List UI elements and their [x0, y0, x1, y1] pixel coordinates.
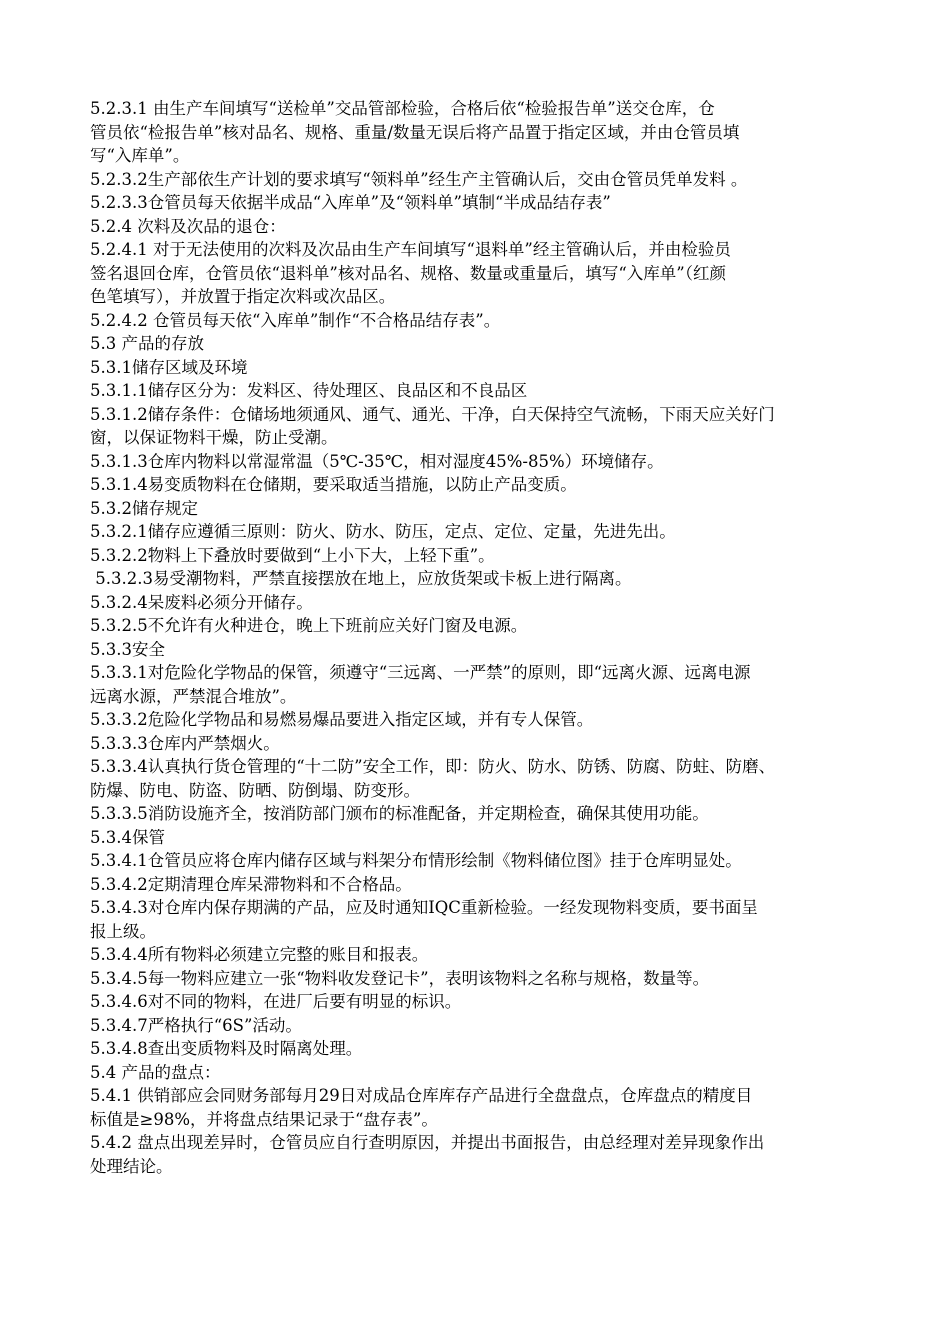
- text-line: 管员依“检报告单”核对品名、规格、重量/数量无误后将产品置于指定区域，并由仓管员填: [90, 122, 740, 142]
- text-line: 5.3.3.2危险化学物品和易燃易爆品要进入指定区域，并有专人保管。: [90, 710, 594, 729]
- text-line: 5.4.1 供销部应会同财务部每月29日对成品仓库库存产品进行全盘盘点，仓库盘点的精度目: [90, 1086, 753, 1105]
- text-line: 5.3.2.5不允许有火种进仓，晚上下班前应关好门窗及电源。: [90, 616, 528, 635]
- text-line: 5.2.4.1 对于无法使用的次料及次品由生产车间填写“退料单”经主管确认后，并由检验员: [90, 240, 731, 259]
- text-line: 5.3.3.1对危险化学物品的保管，须遵守“三远离、一严禁”的原则，即“远离火源、远离电源: [90, 663, 751, 682]
- text-line: 5.2.4.2 仓管员每天依“入库单”制作“不合格品结存表”。: [90, 310, 501, 330]
- text-line: 5.3.2.3易受潮物料，严禁直接摆放在地上，应放货架或卡板上进行隔离。: [90, 569, 632, 588]
- text-line: 5.2.3.1 由生产车间填写“送检单”交品管部检验，合格后依“检验报告单”送交仓库，仓: [90, 99, 715, 118]
- text-line: 5.3.2.1储存应遵循三原则：防火、防水、防压，定点、定位、定量，先进先出。: [90, 522, 676, 541]
- text-line: 5.3.4.2定期清理仓库呆滞物料和不合格品。: [90, 874, 412, 894]
- text-line: 5.3.3.4认真执行货仓管理的“十二防”安全工作，即：防火、防水、防锈、防腐、防蛀、防磨、: [90, 757, 776, 776]
- text-line: 5.3.1.2储存条件：仓储场地须通风、通气、通光、干净，白天保持空气流畅，下雨天应关好门: [90, 404, 775, 424]
- text-line: 5.3.2.2物料上下叠放时要做到“上小下大，上轻下重”。: [90, 545, 495, 565]
- text-line: 5.2.3.3仓管员每天依据半成品“入库单”及“领料单”填制“半成品结存表”: [90, 193, 611, 212]
- text-line: 5.3.1.4易变质物料在仓储期，要采取适当措施，以防止产品变质。: [90, 475, 577, 494]
- text-line: 标值是≥98%，并将盘点结果记录于“盘存表”。: [90, 1109, 438, 1129]
- text-line: 5.3.1.3仓库内物料以常湿常温（5℃-35℃，相对湿度45%-85%）环境储存。: [90, 451, 664, 471]
- text-line: 5.3.4保管: [90, 827, 165, 847]
- text-line: 5.3.4.5每一物料应建立一张“物料收发登记卡”，表明该物料之名称与规格，数量等。: [90, 968, 710, 988]
- text-line: 5.3.3.5消防设施齐全，按消防部门颁布的标准配备，并定期检查，确保其使用功能。: [90, 804, 709, 823]
- document-body: [90, 97, 870, 1178]
- text-line: 5.3.4.3对仓库内保存期满的产品，应及时通知IQC重新检验。一经发现物料变质，要书面呈: [90, 898, 758, 917]
- text-line: 5.2.4 次料及次品的退仓：: [90, 216, 286, 236]
- text-line: 5.3.3.3仓库内严禁烟火。: [90, 733, 280, 753]
- text-line: 5.3.2.4呆废料必须分开储存。: [90, 592, 313, 612]
- text-line: 5.4.2 盘点出现差异时，仓管员应自行查明原因，并提出书面报告，由总经理对差异现象作出: [90, 1133, 765, 1152]
- text-line: 5.3.4.8查出变质物料及时隔离处理。: [90, 1039, 363, 1058]
- text-line: 5.3.4.1仓管员应将仓库内储存区域与料架分布情形绘制《物料储位图》挂于仓库明显处。: [90, 851, 742, 870]
- text-line: 5.3.4.4所有物料必须建立完整的账目和报表。: [90, 945, 429, 964]
- text-line: 5.4 产品的盘点：: [90, 1062, 221, 1082]
- text-line: 报上级。: [90, 921, 156, 941]
- text-line: 写“入库单”。: [90, 146, 190, 165]
- text-line: 5.3 产品的存放: [90, 334, 204, 353]
- text-line: 5.3.4.6对不同的物料，在进厂后要有明显的标识。: [90, 992, 462, 1011]
- text-line: 处理结论。: [90, 1156, 173, 1176]
- text-line: 5.3.4.7严格执行“6S”活动。: [90, 1015, 302, 1035]
- text-line: 5.3.1.1储存区分为：发料区、待处理区、良品区和不良品区: [90, 381, 528, 400]
- text-line: 5.3.1储存区域及环境: [90, 357, 248, 377]
- text-line: 签名退回仓库，仓管员依“退料单”核对品名、规格、数量或重量后，填写“入库单”（红颜: [90, 263, 726, 283]
- text-line: 5.3.3安全: [90, 639, 165, 659]
- text-line: 5.2.3.2生产部依生产计划的要求填写“领料单”经生产主管确认后，交由仓管员凭单发料 。: [90, 169, 748, 189]
- text-line: 窗，以保证物料干燥，防止受潮。: [90, 428, 338, 447]
- text-line: 色笔填写），并放置于指定次料或次品区。: [90, 287, 396, 306]
- text-line: 远离水源，严禁混合堆放”。: [90, 686, 297, 706]
- text-line: 防爆、防电、防盗、防晒、防倒塌、防变形。: [90, 780, 420, 800]
- text-line: 5.3.2储存规定: [90, 498, 198, 518]
